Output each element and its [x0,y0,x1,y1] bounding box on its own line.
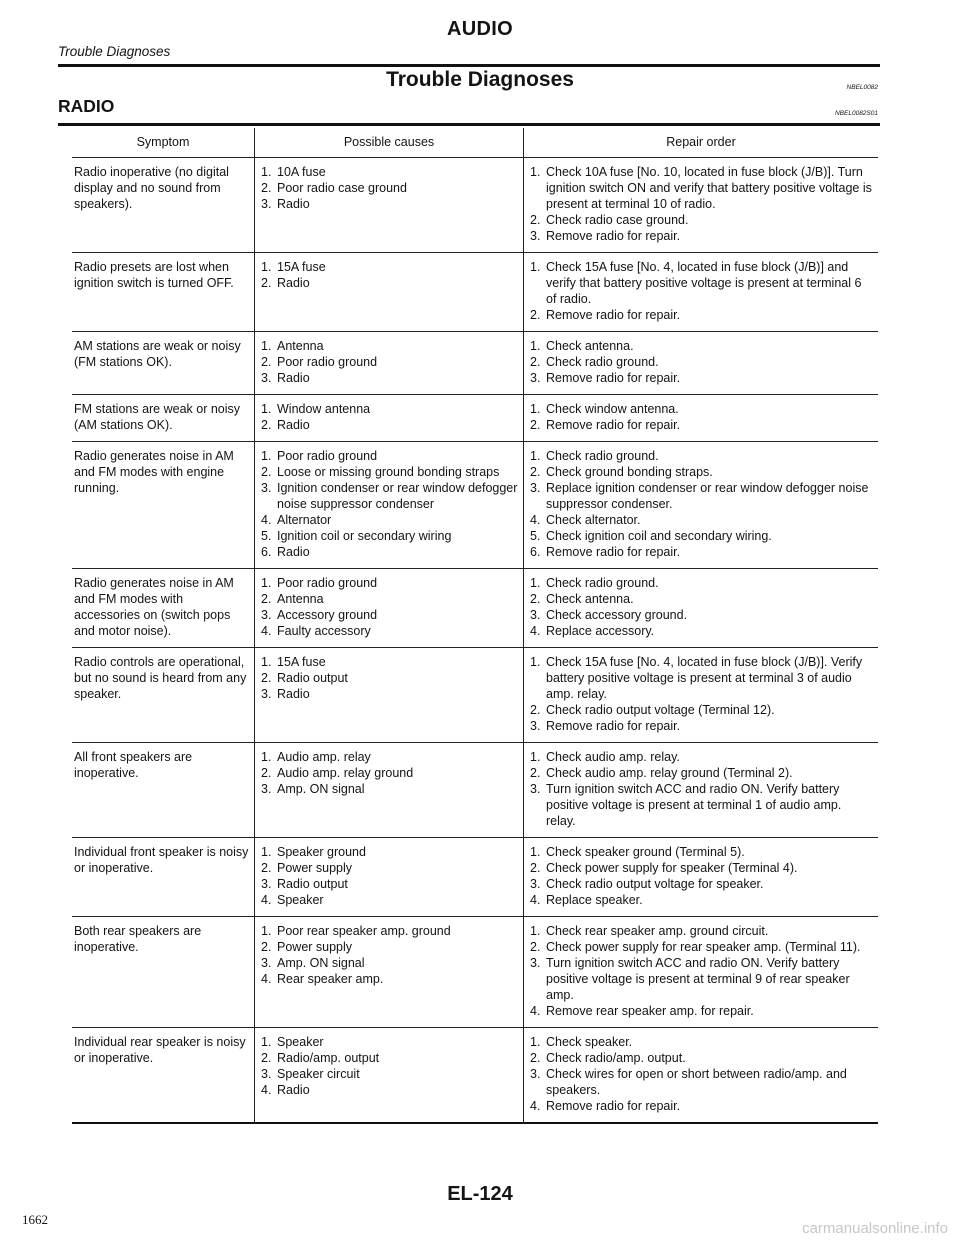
cause-item-text: Speaker [277,1035,324,1049]
repair-step-text: Check 10A fuse [No. 10, located in fuse block (J/B)]. Turn ignition switch ON and verify that battery positive voltage is present at terminal 10 of radio. [546,165,872,211]
possible-causes-list [261,1034,519,1098]
repair-step: 2. Check radio output voltage (Terminal 12). [530,703,775,717]
repair-step-text: Turn ignition switch ACC and radio ON. Verify battery positive voltage is present at terminal 1 of audio amp. relay. [546,782,842,828]
possible-causes-cell [255,395,524,442]
repair-step-text: Check accessory ground. [546,608,688,622]
repair-step-text: Remove radio for repair. [546,371,681,385]
cause-item-text: Antenna [277,592,324,606]
repair-order-cell [524,838,879,917]
cause-item-text: Speaker [277,893,324,907]
table-row [72,838,878,917]
repair-step: 2. Remove radio for repair. [530,308,681,322]
possible-causes-list [261,338,519,386]
repair-step-text: Check 15A fuse [No. 4, located in fuse block (J/B)]. Verify battery positive voltage is present at terminal 3 of audio amp. relay. [546,655,863,701]
repair-step-text: Remove radio for repair. [546,229,681,243]
cause-item: 3. Amp. ON signal [261,956,365,970]
reference-code: NBEL0082 [846,84,878,91]
cause-item: 1. Speaker ground [261,845,366,859]
cause-item: 4. Alternator [261,513,332,527]
possible-causes-cell [255,917,524,1028]
cause-item: 4. Speaker [261,893,324,907]
cause-item-text: Poor radio ground [277,576,378,590]
cause-item: 4. Radio [261,1083,310,1097]
repair-step-text: Remove radio for repair. [546,545,681,559]
repair-step: 4. Replace accessory. [530,624,655,638]
cause-item-text: 15A fuse [277,655,326,669]
possible-causes-cell [255,442,524,569]
cause-item: 3. Speaker circuit [261,1067,360,1081]
repair-step-text: Remove radio for repair. [546,719,681,733]
repair-step-text: Check rear speaker amp. ground circuit. [546,924,769,938]
repair-order-cell [524,158,879,253]
symptom-cell: Individual rear speaker is noisy or inoperative. [74,1035,246,1065]
column-header-symptom: Symptom [72,128,255,158]
cause-item-text: Amp. ON signal [277,782,365,796]
cause-item: 3. Amp. ON signal [261,782,365,796]
cause-item-text: Poor radio case ground [277,181,407,195]
cause-item: 2. Radio [261,276,310,290]
repair-step: 2. Check radio case ground. [530,213,689,227]
cause-item: 3. Radio [261,197,310,211]
repair-order-cell [524,569,879,648]
cause-item-text: Antenna [277,339,324,353]
symptom-cell: AM stations are weak or noisy (FM stations OK). [74,339,241,369]
repair-order-list [530,923,874,1019]
symptom-cell: FM stations are weak or noisy (AM stations OK). [74,402,241,432]
page-subtitle: Trouble Diagnoses [386,68,574,91]
table-row [72,743,878,838]
possible-causes-cell [255,332,524,395]
cause-item: 1. Poor rear speaker amp. ground [261,924,451,938]
repair-step: 2. Check power supply for speaker (Terminal 4). [530,861,798,875]
repair-step-text: Check audio amp. relay ground (Terminal 2). [546,766,793,780]
table-top-rule [58,123,880,126]
trouble-diagnoses-table [72,128,878,1124]
repair-step-text: Check radio output voltage (Terminal 12). [546,703,775,717]
section-heading: RADIO [58,96,115,116]
cause-item: 5. Ignition coil or secondary wiring [261,529,452,543]
possible-causes-list [261,654,519,702]
repair-step: 6. Remove radio for repair. [530,545,681,559]
cause-item: 2. Poor radio case ground [261,181,407,195]
repair-order-cell [524,917,879,1028]
repair-step-text: Check audio amp. relay. [546,750,680,764]
repair-step: 1. Check radio ground. [530,576,659,590]
cause-item-text: Radio [277,1083,310,1097]
cause-item-text: Power supply [277,940,353,954]
table-row [72,917,878,1028]
page-number: EL-124 [447,1183,513,1205]
possible-causes-cell [255,1028,524,1124]
repair-order-cell [524,1028,879,1124]
cause-item-text: Ignition coil or secondary wiring [277,529,452,543]
cause-item: 2. Power supply [261,940,353,954]
repair-step-text: Check alternator. [546,513,641,527]
repair-step: 2. Check audio amp. relay ground (Terminal 2). [530,766,793,780]
cause-item-text: Window antenna [277,402,371,416]
symptom-cell: All front speakers are inoperative. [74,750,193,780]
repair-step: 3. Check accessory ground. [530,608,688,622]
watermark: carmanualsonline.info [802,1220,948,1237]
repair-step: 1. Check antenna. [530,339,634,353]
cause-item-text: Ignition condenser or rear window defogger noise suppressor condenser [277,481,518,511]
repair-order-cell [524,442,879,569]
possible-causes-cell [255,569,524,648]
repair-step-text: Check 15A fuse [No. 4, located in fuse block (J/B)] and verify that battery positive voltage is present at terminal 6 of radio. [546,260,862,306]
repair-step-text: Remove rear speaker amp. for repair. [546,1004,754,1018]
repair-step-text: Check radio output voltage for speaker. [546,877,764,891]
cause-item-text: Faulty accessory [277,624,371,638]
repair-step: 3. Replace ignition condenser or rear window defogger noise suppressor condenser. [530,481,869,511]
repair-step: 3. Turn ignition switch ACC and radio ON. Verify battery positive voltage is present at terminal 9 of rear speaker amp. [530,956,850,1002]
symptom-cell: Radio inoperative (no digital display and no sound from speakers). [74,165,229,211]
cause-item: 3. Accessory ground [261,608,378,622]
repair-step: 2. Remove radio for repair. [530,418,681,432]
cause-item: 1. 15A fuse [261,260,326,274]
repair-step: 1. Check audio amp. relay. [530,750,680,764]
repair-step-text: Check radio ground. [546,576,659,590]
cause-item-text: Radio output [277,877,348,891]
cause-item-text: Audio amp. relay [277,750,371,764]
repair-step-text: Check radio/amp. output. [546,1051,686,1065]
cause-item-text: Radio [277,545,310,559]
repair-step: 4. Check alternator. [530,513,641,527]
header-rule [58,64,880,67]
repair-step: 3. Check radio output voltage for speaker. [530,877,764,891]
repair-step-text: Replace speaker. [546,893,643,907]
repair-step: 2. Check radio ground. [530,355,659,369]
cause-item: 2. Audio amp. relay ground [261,766,414,780]
cause-item: 4. Faulty accessory [261,624,371,638]
cause-item-text: Power supply [277,861,353,875]
repair-order-list [530,1034,874,1114]
table-row [72,253,878,332]
possible-causes-cell [255,253,524,332]
repair-step-text: Check antenna. [546,592,634,606]
symptom-cell: Individual front speaker is noisy or inoperative. [74,845,249,875]
cause-item-text: Poor radio ground [277,355,378,369]
symptom-cell: Radio generates noise in AM and FM modes with engine running. [74,449,234,495]
cause-item: 1. Speaker [261,1035,324,1049]
cause-item-text: 10A fuse [277,165,326,179]
reference-code-sub: NBEL0082S01 [834,110,878,117]
repair-step: 2. Check ground bonding straps. [530,465,713,479]
cause-item-text: Radio [277,276,310,290]
possible-causes-cell [255,158,524,253]
possible-causes-cell [255,838,524,917]
repair-step-text: Replace ignition condenser or rear window defogger noise suppressor condenser. [546,481,869,511]
repair-step: 4. Remove radio for repair. [530,1099,681,1113]
symptom-cell: Radio presets are lost when ignition switch is turned OFF. [74,260,234,290]
page-title: AUDIO [447,18,513,40]
possible-causes-list [261,575,519,639]
repair-order-list [530,338,874,386]
repair-order-cell [524,743,879,838]
repair-step-text: Check power supply for rear speaker amp. (Terminal 11). [546,940,861,954]
symptom-cell: Radio controls are operational, but no sound is heard from any speaker. [74,655,247,701]
repair-step-text: Check radio ground. [546,355,659,369]
repair-step: 1. Check radio ground. [530,449,659,463]
repair-order-list [530,654,874,734]
cause-item-text: Radio output [277,671,348,685]
cause-item: 2. Poor radio ground [261,355,378,369]
repair-step-text: Remove radio for repair. [546,1099,681,1113]
repair-order-list [530,401,874,433]
cause-item-text: Radio/amp. output [277,1051,380,1065]
table-header-row [72,128,878,158]
cause-item: 3. Radio output [261,877,348,891]
repair-step: 3. Remove radio for repair. [530,229,681,243]
repair-order-list [530,448,874,560]
repair-order-cell [524,253,879,332]
cause-item-text: Speaker circuit [277,1067,360,1081]
symptom-cell: Radio generates noise in AM and FM modes with accessories on (switch pops and motor noise). [74,576,234,638]
repair-step-text: Check ground bonding straps. [546,465,713,479]
cause-item: 2. Loose or missing ground bonding straps [261,465,500,479]
cause-item-text: Speaker ground [277,845,366,859]
cause-item-text: Radio [277,687,310,701]
repair-step: 1. Check 15A fuse [No. 4, located in fuse block (J/B)] and verify that battery positive voltage is present at terminal 6 of radio. [530,260,862,306]
repair-step: 3. Remove radio for repair. [530,719,681,733]
repair-step: 1. Check window antenna. [530,402,679,416]
table-row [72,442,878,569]
table-row [72,648,878,743]
repair-order-cell [524,395,879,442]
cause-item-text: Radio [277,418,310,432]
repair-step-text: Check wires for open or short between radio/amp. and speakers. [546,1067,847,1097]
table-body [72,158,878,1124]
cause-item-text: Amp. ON signal [277,956,365,970]
repair-step: 3. Check wires for open or short between radio/amp. and speakers. [530,1067,847,1097]
repair-order-list [530,259,874,323]
cause-item: 6. Radio [261,545,310,559]
cause-item: 2. Antenna [261,592,324,606]
possible-causes-list [261,401,519,433]
repair-step: 1. Check speaker ground (Terminal 5). [530,845,745,859]
possible-causes-cell [255,648,524,743]
cause-item-text: Loose or missing ground bonding straps [277,465,500,479]
repair-step: 1. Check speaker. [530,1035,633,1049]
cause-item-text: Poor rear speaker amp. ground [277,924,451,938]
cause-item-text: Alternator [277,513,332,527]
table-row [72,332,878,395]
cause-item-text: Radio [277,197,310,211]
repair-step-text: Replace accessory. [546,624,655,638]
table-row [72,1028,878,1124]
repair-order-cell [524,332,879,395]
possible-causes-list [261,923,519,987]
repair-order-list [530,575,874,639]
repair-step: 5. Check ignition coil and secondary wiring. [530,529,772,543]
cause-item: 1. 10A fuse [261,165,326,179]
cause-item-text: Poor radio ground [277,449,378,463]
repair-step: 2. Check radio/amp. output. [530,1051,686,1065]
repair-order-list [530,844,874,908]
cause-item: 2. Radio output [261,671,348,685]
table-row [72,395,878,442]
repair-step: 2. Check antenna. [530,592,634,606]
repair-order-list [530,164,874,244]
repair-order-list [530,749,874,829]
possible-causes-list [261,448,519,560]
cause-item: 1. Antenna [261,339,324,353]
possible-causes-list [261,749,519,797]
column-header-possible-causes: Possible causes [255,128,524,158]
section-title: Trouble Diagnoses [58,44,171,59]
repair-step: 1. Check rear speaker amp. ground circuit. [530,924,769,938]
repair-order-cell [524,648,879,743]
repair-step-text: Check antenna. [546,339,634,353]
cause-item: 1. 15A fuse [261,655,326,669]
column-header-repair-order: Repair order [524,128,879,158]
cause-item: 1. Poor radio ground [261,576,378,590]
possible-causes-list [261,164,519,212]
possible-causes-list [261,259,519,291]
pdf-page-number: 1662 [22,1212,48,1227]
table-row [72,569,878,648]
repair-step: 4. Remove rear speaker amp. for repair. [530,1004,754,1018]
repair-step: 3. Turn ignition switch ACC and radio ON. Verify battery positive voltage is present at terminal 1 of audio amp. relay. [530,782,842,828]
repair-step-text: Check ignition coil and secondary wiring. [546,529,772,543]
cause-item: 3. Ignition condenser or rear window defogger noise suppressor condenser [261,481,518,511]
cause-item: 3. Radio [261,371,310,385]
possible-causes-cell [255,743,524,838]
cause-item: 2. Radio/amp. output [261,1051,380,1065]
repair-step-text: Check speaker. [546,1035,633,1049]
cause-item-text: Rear speaker amp. [277,972,384,986]
repair-step: 2. Check power supply for rear speaker amp. (Terminal 11). [530,940,861,954]
cause-item-text: Accessory ground [277,608,378,622]
cause-item: 1. Window antenna [261,402,371,416]
repair-step-text: Check radio case ground. [546,213,689,227]
repair-step-text: Check radio ground. [546,449,659,463]
repair-step-text: Check window antenna. [546,402,679,416]
repair-step: 1. Check 15A fuse [No. 4, located in fuse block (J/B)]. Verify battery positive voltage is present at terminal 3 of audio amp. relay. [530,655,863,701]
repair-step-text: Check speaker ground (Terminal 5). [546,845,745,859]
symptom-cell: Both rear speakers are inoperative. [74,924,202,954]
cause-item: 2. Radio [261,418,310,432]
cause-item-text: Radio [277,371,310,385]
cause-item: 1. Audio amp. relay [261,750,371,764]
repair-step-text: Remove radio for repair. [546,308,681,322]
repair-step-text: Check power supply for speaker (Terminal 4). [546,861,798,875]
repair-step: 1. Check 10A fuse [No. 10, located in fuse block (J/B)]. Turn ignition switch ON and verify that battery positive voltage is present at terminal 10 of radio. [530,165,872,211]
repair-step: 3. Remove radio for repair. [530,371,681,385]
cause-item-text: 15A fuse [277,260,326,274]
possible-causes-list [261,844,519,908]
cause-item: 3. Radio [261,687,310,701]
cause-item: 4. Rear speaker amp. [261,972,384,986]
cause-item: 1. Poor radio ground [261,449,378,463]
cause-item-text: Audio amp. relay ground [277,766,414,780]
repair-step-text: Turn ignition switch ACC and radio ON. Verify battery positive voltage is present at terminal 9 of rear speaker amp. [546,956,850,1002]
repair-step: 4. Replace speaker. [530,893,643,907]
repair-step-text: Remove radio for repair. [546,418,681,432]
table-row [72,158,878,253]
cause-item: 2. Power supply [261,861,353,875]
